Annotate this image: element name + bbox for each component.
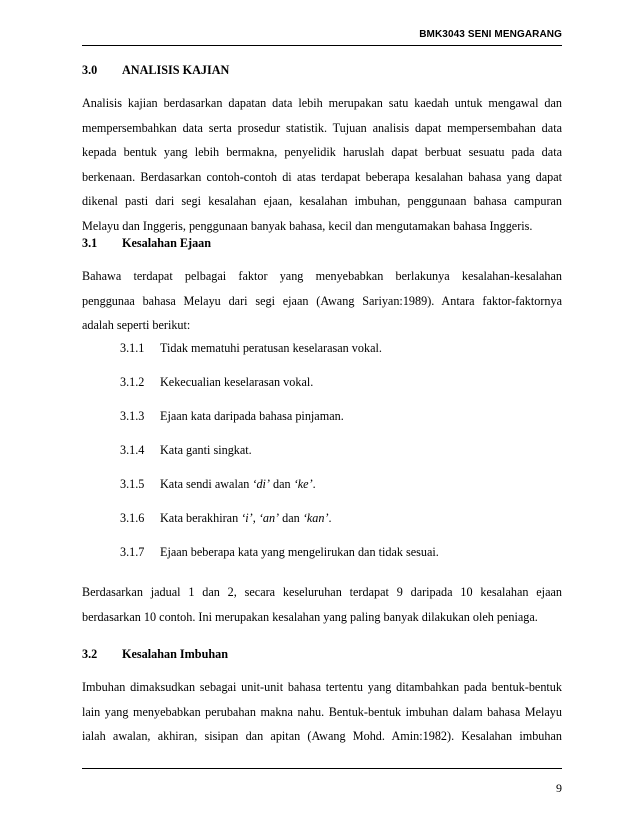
- list-number: 3.1.7: [120, 545, 145, 559]
- section-heading-kesalahan-imbuhan: [82, 647, 228, 662]
- list-text: [160, 477, 316, 491]
- list-text: [160, 511, 332, 525]
- page-header: [82, 27, 562, 46]
- list-item: [120, 511, 332, 526]
- paragraph-ejaan-summary: [82, 580, 562, 629]
- section-number: 3.0: [82, 63, 98, 77]
- list-number: 3.1.3: [120, 409, 145, 423]
- paragraph-line: Berdasarkan jadual 1 dan 2, secara keseluruhan terdapat 9 daripada 10 kesalahan ejaan: [82, 585, 562, 599]
- header-title: BMK3043 SENI MENGARANG: [419, 29, 562, 40]
- list-text-emphasis: ‘di’: [252, 477, 270, 491]
- list-text-part: Kata berakhiran: [160, 511, 242, 525]
- paragraph-ejaan-intro: [82, 264, 562, 338]
- list-number: 3.1.1: [120, 341, 145, 355]
- paragraph-line: kepada bentuk yang lebih bermakna, penyelidik haruslah dapat berbuat sesuatu pada data: [82, 145, 562, 159]
- list-item: [120, 375, 313, 390]
- list-number: 3.1.4: [120, 443, 145, 457]
- paragraph-line: dikenal pasti dari segi kesalahan ejaan, kesalahan imbuhan, penggunaan bahasa campuran: [82, 194, 562, 208]
- list-item: [120, 477, 316, 492]
- section-title: ANALISIS KAJIAN: [122, 63, 230, 77]
- paragraph-line: berkenaan. Berdasarkan contoh-contoh di atas terdapat beberapa kesalahan bahasa yang dapat: [82, 169, 562, 184]
- list-text-emphasis: ‘kan’: [302, 511, 329, 525]
- paragraph-line: Bahawa terdapat pelbagai faktor yang menyebabkan berlakunya kesalahan-kesalahan: [82, 269, 562, 283]
- list-text-part: Kata sendi awalan: [160, 477, 253, 491]
- list-text: Kekecualian keselarasan vokal.: [160, 375, 314, 389]
- list-text-part: dan: [279, 511, 303, 525]
- page-number: 9: [556, 781, 562, 795]
- paragraph-line: Imbuhan dimaksudkan sebagai unit-unit bahasa tertentu yang ditambahkan pada bentuk-bentuk: [82, 680, 562, 694]
- list-text-part: .: [328, 511, 332, 525]
- section-number: 3.2: [82, 647, 98, 661]
- section-number: 3.1: [82, 236, 98, 250]
- paragraph-line: mempersembahkan data serta prosedur statistik. Tujuan analisis dapat mempersembahan data: [82, 120, 562, 135]
- list-text: Kata ganti singkat.: [160, 443, 252, 457]
- paragraph-line: ialah awalan, akhiran, sisipan dan apitan (Awang Mohd. Amin:1982). Kesalahan imbuhan: [82, 729, 562, 743]
- paragraph-line: penggunaa bahasa Melayu dari segi ejaan (Awang Sariyan:1989). Antara faktor-faktornya: [82, 293, 562, 308]
- paragraph-line: lain yang menyebabkan perubahan makna nahu. Bentuk-bentuk imbuhan dalam bahasa Melayu: [82, 704, 562, 719]
- paragraph-line: Analisis kajian berdasarkan dapatan data lebih merupakan satu kaedah untuk mengawal dan: [82, 96, 562, 110]
- paragraph-line: berdasarkan 10 contoh. Ini merupakan kesalahan yang paling banyak dilakukan oleh peniaga.: [82, 609, 538, 624]
- section-title: Kesalahan Ejaan: [122, 236, 212, 250]
- paragraph-line: Melayu dan Inggeris, penggunaan banyak bahasa, kecil dan mengutamakan bahasa Inggeris.: [82, 218, 533, 233]
- section-heading-analisis-kajian: [82, 63, 229, 78]
- list-text-part: .: [312, 477, 316, 491]
- list-number: 3.1.6: [120, 511, 145, 525]
- list-text-emphasis: ‘ke’: [293, 477, 313, 491]
- paragraph-imbuhan: [82, 675, 562, 749]
- list-text: Ejaan kata daripada bahasa pinjaman.: [160, 409, 344, 423]
- list-text: Tidak mematuhi peratusan keselarasan vokal.: [160, 341, 382, 355]
- paragraph-line: adalah seperti berikut:: [82, 318, 191, 332]
- list-text-part: dan: [270, 477, 294, 491]
- list-item: [120, 443, 252, 458]
- section-title: Kesalahan Imbuhan: [122, 647, 229, 661]
- list-item: [120, 409, 344, 424]
- list-text-emphasis: ‘i’, ‘an’: [241, 511, 280, 525]
- list-item: [120, 545, 439, 560]
- paragraph-analisis: [82, 91, 562, 238]
- list-item: [120, 341, 382, 356]
- section-heading-kesalahan-ejaan: [82, 236, 211, 251]
- list-number: 3.1.5: [120, 477, 145, 491]
- list-text: Ejaan beberapa kata yang mengelirukan dan tidak sesuai.: [160, 545, 439, 559]
- list-number: 3.1.2: [120, 375, 145, 389]
- page-footer: [82, 768, 562, 795]
